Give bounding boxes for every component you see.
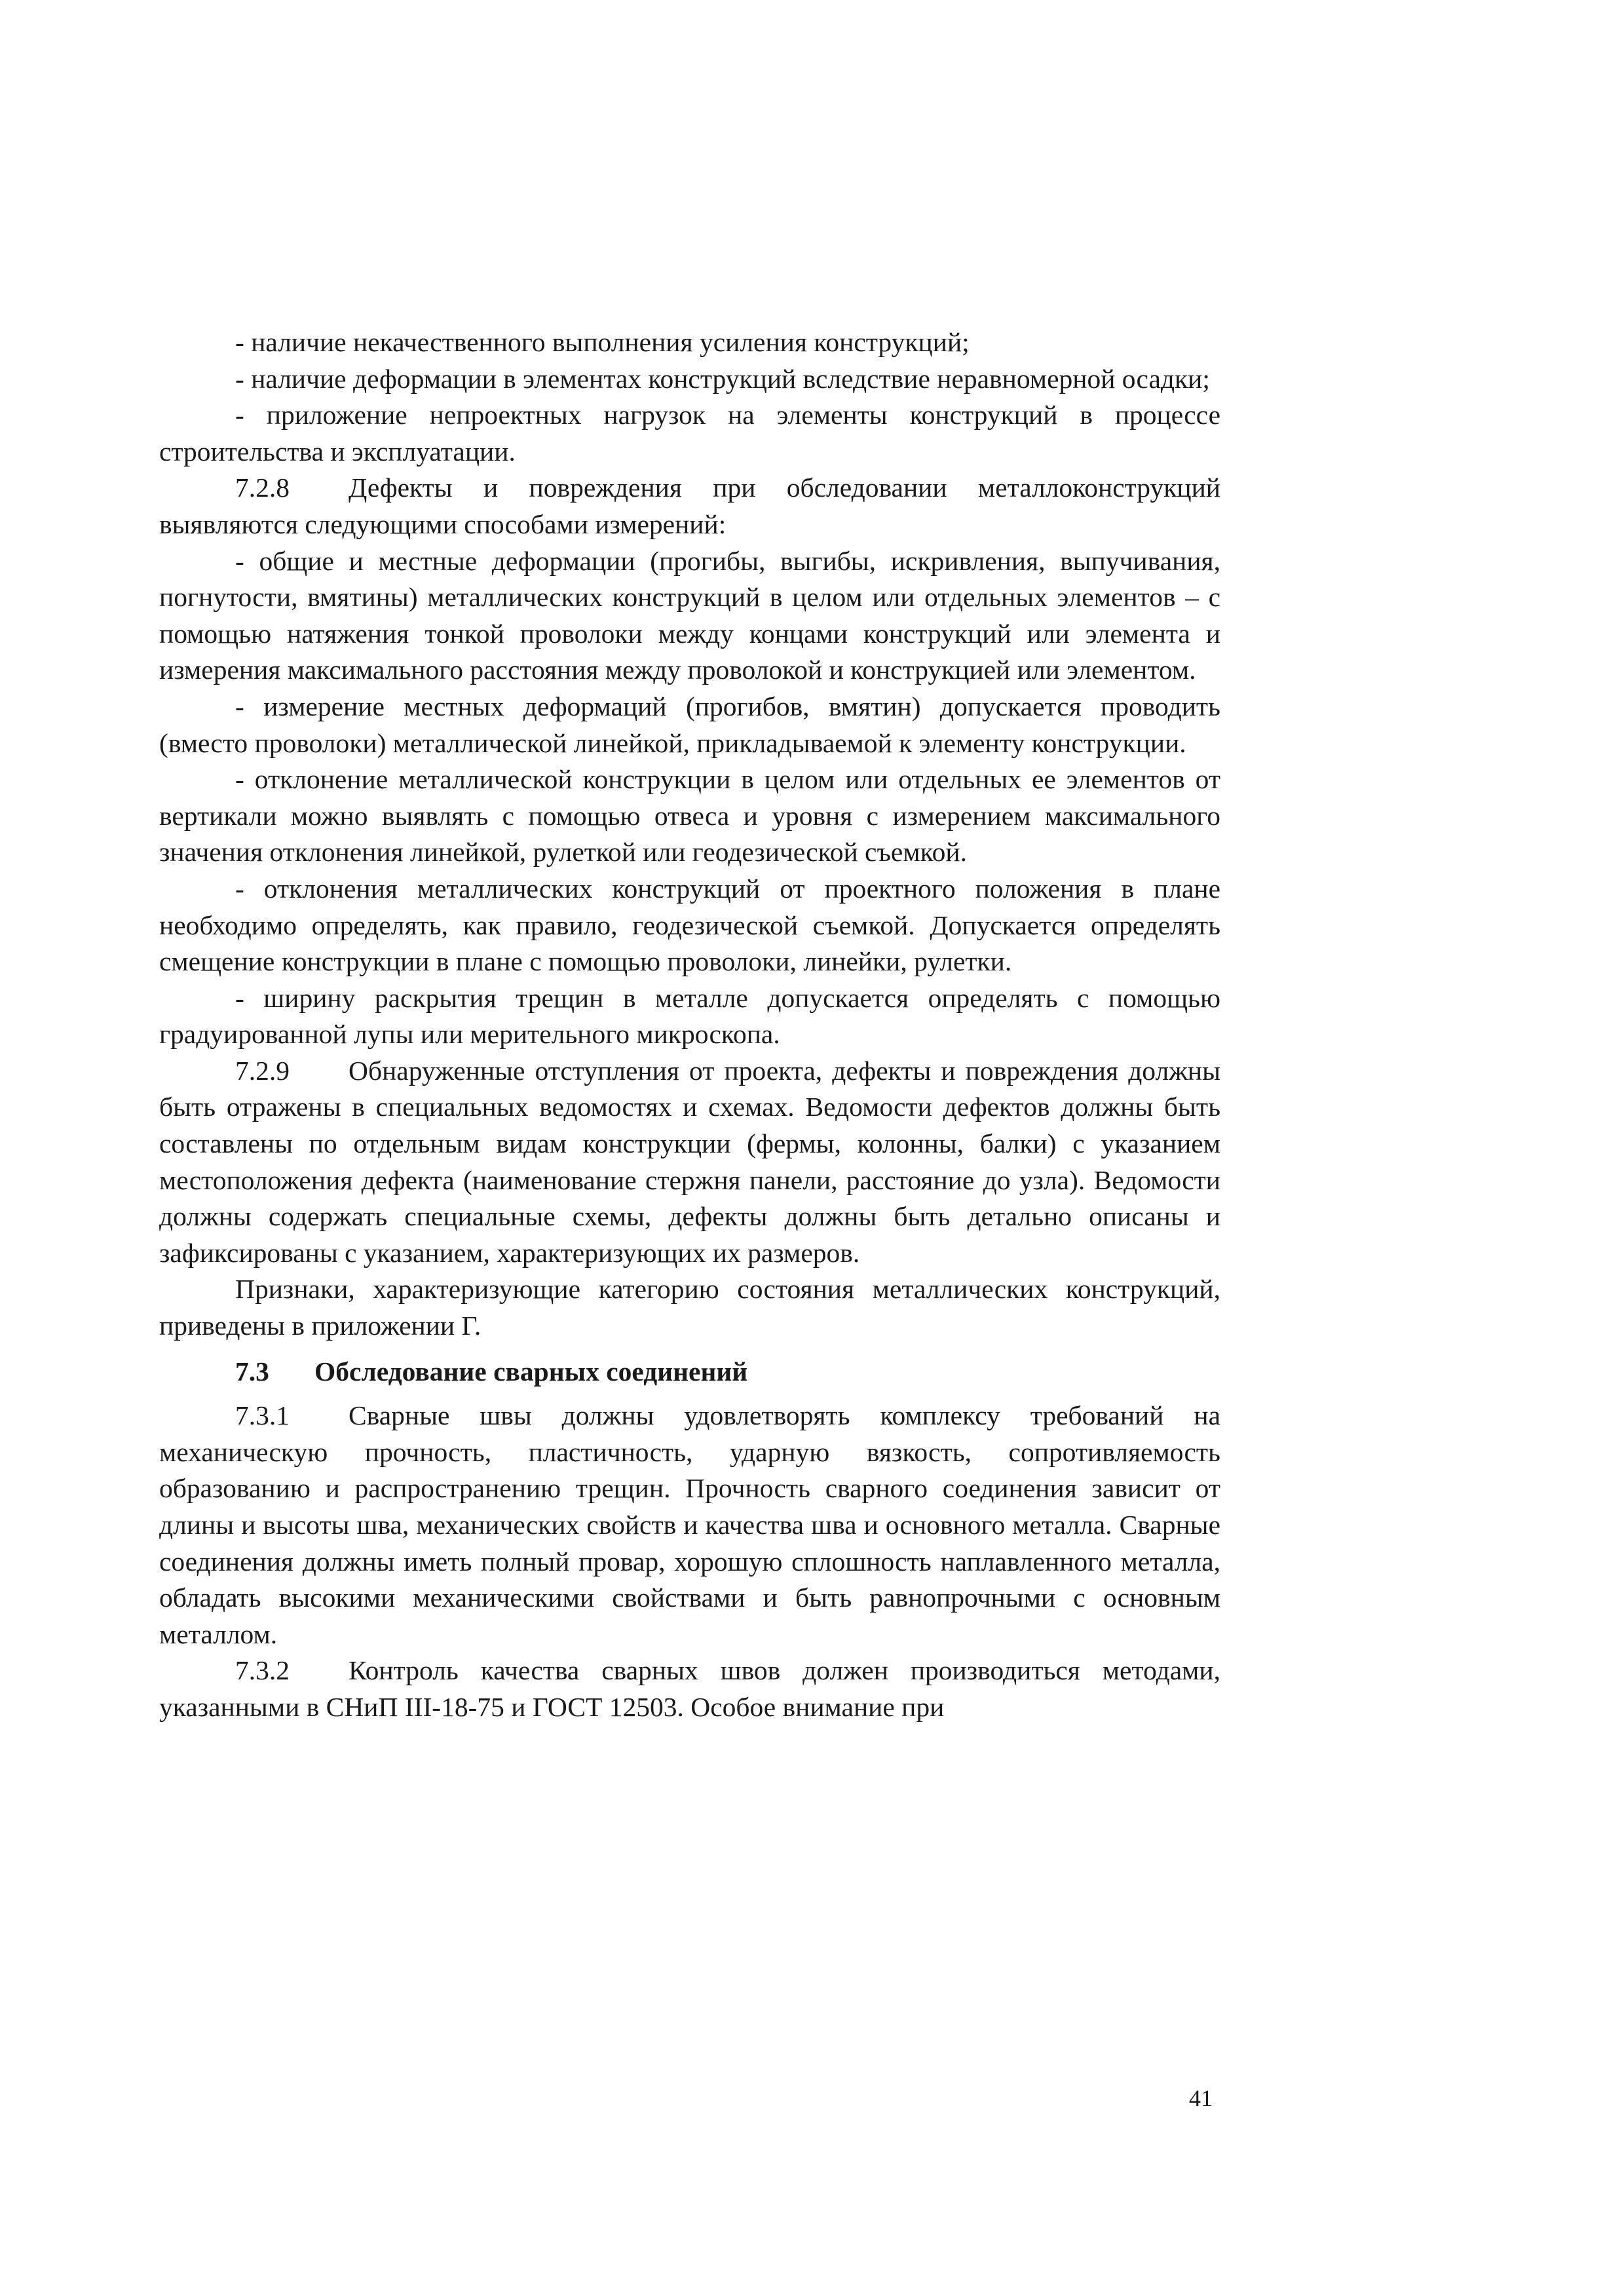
paragraph-text: - ширину раскрытия трещин в металле допускается определять с помощью градуированной лупы или мерительного микроскопа. — [159, 982, 1220, 1050]
paragraph-text: - наличие деформации в элементах конструкций вследствие неравномерной осадки; — [235, 363, 1210, 394]
paragraph-text: Обследование сварных соединений — [314, 1356, 748, 1387]
paragraph — [159, 689, 1220, 761]
clause-number: 7.3.1 — [235, 1400, 290, 1431]
numbered-paragraph — [159, 1053, 1220, 1272]
paragraph — [159, 324, 1220, 361]
numbered-paragraph — [159, 1398, 1220, 1653]
clause-number: 7.3.2 — [235, 1655, 290, 1686]
section-heading — [159, 1354, 1220, 1390]
paragraph — [159, 361, 1220, 398]
paragraph-text: - измерение местных деформаций (прогибов, вмятин) допускается проводить (вместо проволоки) металлической линейкой, прикладываемой к элементу конструкции. — [159, 691, 1220, 758]
paragraph-text: Сварные швы должны удовлетворять комплексу требований на механическую прочность, пластичность, ударную вязкость, сопротивляемость образованию и распространению трещин. Прочность сварного соединения зависит от длины и высоты шва, механических свойств и качества шва и основного металла. Сварные соединения должны иметь полный провар, хорошую сплошность наплавленного металла, обладать высокими механическими свойствами и быть равнопрочными с основным металлом. — [159, 1400, 1220, 1649]
paragraph — [159, 543, 1220, 689]
numbered-paragraph — [159, 470, 1220, 543]
paragraph-text: - отклонение металлической конструкции в целом или отдельных ее элементов от вертикали можно выявлять с помощью отвеса и уровня с измерением максимального значения отклонения линейкой, рулеткой или геодезической съемкой. — [159, 764, 1220, 868]
paragraph-text: Дефекты и повреждения при обследовании металлоконструкций выявляются следующими способами измерений: — [159, 472, 1220, 539]
page-number: 41 — [1189, 2085, 1213, 2111]
paragraph-text: Контроль качества сварных швов должен производиться методами, указанными в СНиП III-18-75 и ГОСТ 12503. Особое внимание при — [159, 1655, 1220, 1722]
clause-number: 7.3 — [235, 1356, 269, 1387]
paragraph-text: - общие и местные деформации (прогибы, выгибы, искривления, выпучивания, погнутости, вмятины) металлических конструкций в целом или отдельных элементов – с помощью натяжения тонкой проволоки между концами конструкций или элемента и измерения максимального расстояния между проволокой и конструкцией или элементом. — [159, 545, 1220, 685]
paragraph-text: - отклонения металлических конструкций от проектного положения в плане необходимо определять, как правило, геодезической съемкой. Допускается определять смещение конструкции в плане с помощью проволоки, линейки, рулетки. — [159, 873, 1220, 977]
paragraph-text: Обнаруженные отступления от проекта, дефекты и повреждения должны быть отражены в специальных ведомостях и схемах. Ведомости дефектов должны быть составлены по отдельным видам конструкции (фермы, колонны, балки) с указанием местоположения дефекта (наименование стержня панели, расстояние до узла). Ведомости должны содержать специальные схемы, дефекты должны быть детально описаны и зафиксированы с указанием, характеризующих их размеров. — [159, 1055, 1220, 1268]
body-text — [159, 324, 1220, 1726]
paragraph — [159, 761, 1220, 871]
numbered-paragraph — [159, 1653, 1220, 1725]
paragraph — [159, 871, 1220, 980]
paragraph — [159, 1271, 1220, 1344]
paragraph — [159, 980, 1220, 1053]
paragraph-text: - приложение непроектных нагрузок на элементы конструкций в процессе строительства и эксплуатации. — [159, 400, 1220, 467]
paragraph-text: Признаки, характеризующие категорию состояния металлических конструкций, приведены в приложении Г. — [159, 1274, 1220, 1341]
clause-number: 7.2.8 — [235, 472, 290, 503]
paragraph — [159, 397, 1220, 470]
clause-number: 7.2.9 — [235, 1055, 290, 1086]
paragraph-text: - наличие некачественного выполнения усиления конструкций; — [235, 327, 970, 357]
